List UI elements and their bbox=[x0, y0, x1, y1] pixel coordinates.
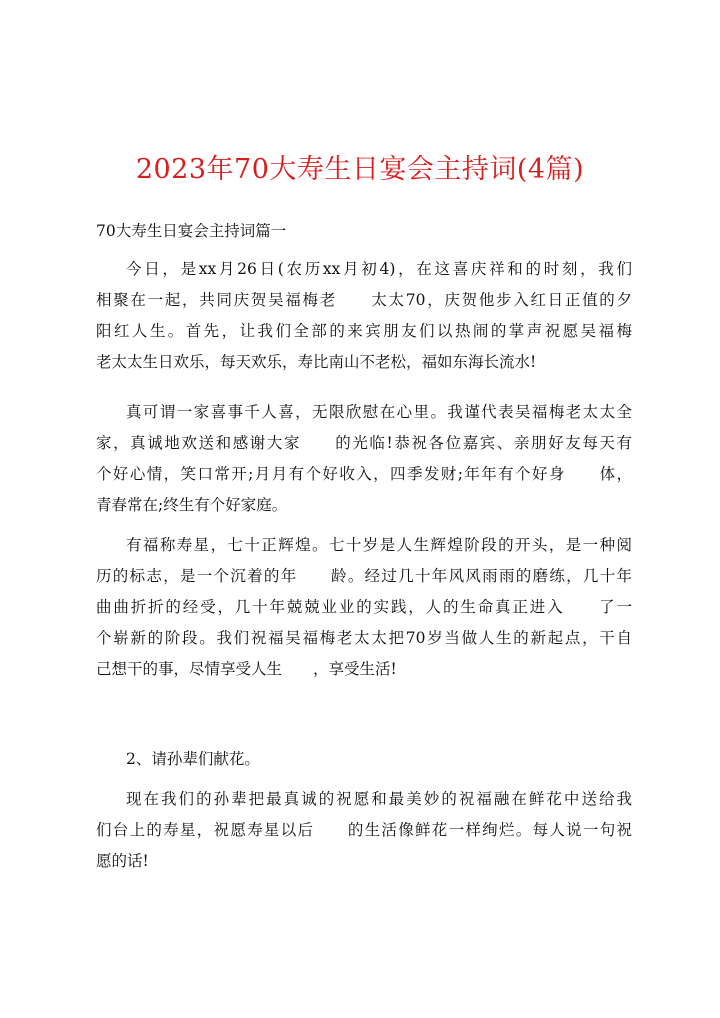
text-line: 今日，是xx月26日(农历xx月初4)，在这喜庆祥和的时刻，我们 bbox=[126, 260, 632, 278]
text-line: 真可谓一家喜事千人喜，无限欣慰在心里。我谨代表吴福梅老太太全 bbox=[126, 403, 632, 421]
text-line: 现在我们的孙辈把最真诚的祝愿和最美妙的祝福融在鲜花中送给我 bbox=[126, 790, 632, 808]
text-line: 愿的话! bbox=[96, 852, 149, 870]
paragraph-4 bbox=[96, 744, 632, 775]
section-heading: 70大寿生日宴会主持词篇一 bbox=[96, 222, 287, 240]
text-line: 老太太生日欢乐，每天欢乐，寿比南山不老松，福如东海长流水! bbox=[96, 353, 537, 371]
text-line: 家，真诚地欢送和感谢大家 的光临!恭祝各位嘉宾、亲朋好友每天有 bbox=[96, 434, 632, 452]
text-line: 曲曲折折的经受，几十年兢兢业业的实践，人的生命真正进入 了一 bbox=[96, 598, 632, 616]
text-line: 2、请孙辈们献花。 bbox=[126, 750, 260, 768]
paragraph-2 bbox=[96, 397, 632, 521]
text-line: 历的标志，是一个沉着的年 龄。经过几十年风风雨雨的磨练，几十年 bbox=[96, 567, 632, 585]
text-line: 己想干的事，尽情享受人生 ，享受生活! bbox=[96, 660, 397, 678]
text-line: 有福称寿星，七十正辉煌。七十岁是人生辉煌阶段的开头，是一种阅 bbox=[126, 536, 632, 554]
paragraph-5 bbox=[96, 784, 632, 877]
text-line: 青春常在;终生有个好家庭。 bbox=[96, 496, 288, 514]
text-line: 阳红人生。首先，让我们全部的来宾朋友们以热闹的掌声祝愿吴福梅 bbox=[96, 322, 632, 340]
paragraph-1 bbox=[96, 254, 632, 378]
text-line: 相聚在一起，共同庆贺吴福梅老 太太70，庆贺他步入红日正值的夕 bbox=[96, 291, 632, 309]
text-line: 们台上的寿星，祝愿寿星以后 的生活像鲜花一样绚烂。每人说一句祝 bbox=[96, 821, 632, 839]
paragraph-3 bbox=[96, 530, 632, 685]
text-line: 个崭新的阶段。我们祝福吴福梅老太太把70岁当做人生的新起点，干自 bbox=[96, 629, 632, 647]
text-line: 个好心情，笑口常开;月月有个好收入，四季发财;年年有个好身 体， bbox=[96, 465, 632, 483]
document-title: 2023年70大寿生日宴会主持词(4篇) bbox=[135, 154, 585, 185]
